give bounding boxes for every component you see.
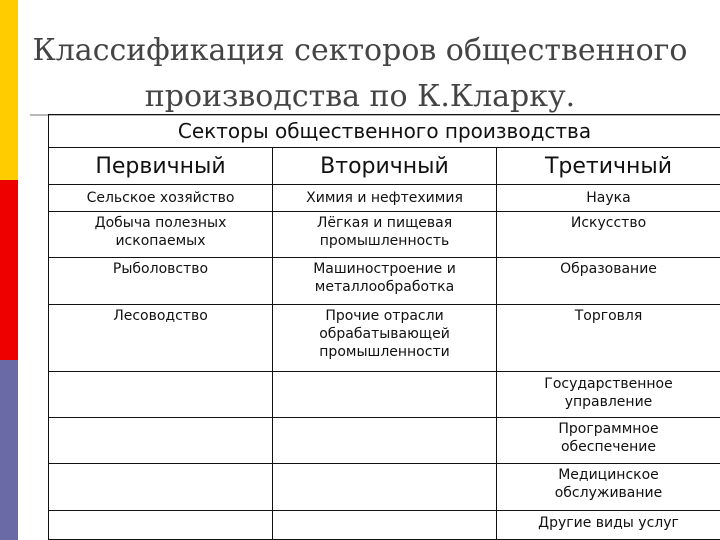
slide-title-line-2: производства по К.Кларку. [144,79,576,114]
table-row [49,305,720,372]
accent-bar-red [0,180,18,360]
cell-secondary: Лёгкая и пищевая промышленность [273,212,497,258]
accent-bar-blue [0,360,18,540]
cell-secondary [273,511,497,540]
table-row [49,511,720,540]
table-caption: Секторы общественного производства [49,115,720,148]
header-tertiary: Третичный [497,148,720,185]
cell-secondary: Химия и нефтехимия [273,185,497,212]
sectors-table [48,114,720,540]
cell-secondary [273,464,497,511]
cell-primary: Лесоводство [49,305,273,372]
slide-title-line-1: Классификация секторов общественного [32,33,688,68]
cell-tertiary: Торговля [497,305,720,372]
table-row [49,258,720,305]
table-row [49,418,720,464]
cell-tertiary: Программное обеспечение [497,418,720,464]
cell-primary: Рыболовство [49,258,273,305]
cell-primary [49,418,273,464]
cell-secondary: Машиностроение и металлообработка [273,258,497,305]
slide-title [30,28,690,120]
cell-tertiary: Образование [497,258,720,305]
header-primary: Первичный [49,148,273,185]
table-row [49,372,720,418]
table-row [49,185,720,212]
cell-secondary: Прочие отрасли обрабатывающей промышленности [273,305,497,372]
cell-primary: Сельское хозяйство [49,185,273,212]
cell-secondary [273,372,497,418]
cell-tertiary: Наука [497,185,720,212]
table-row [49,464,720,511]
cell-primary: Добыча полезных ископаемых [49,212,273,258]
cell-secondary [273,418,497,464]
cell-primary [49,464,273,511]
cell-tertiary: Искусство [497,212,720,258]
header-secondary: Вторичный [273,148,497,185]
table-row [49,212,720,258]
cell-primary [49,511,273,540]
cell-primary [49,372,273,418]
cell-tertiary: Медицинское обслуживание [497,464,720,511]
cell-tertiary: Государственное управление [497,372,720,418]
cell-tertiary: Другие виды услуг [497,511,720,540]
accent-bar-yellow [0,0,18,180]
